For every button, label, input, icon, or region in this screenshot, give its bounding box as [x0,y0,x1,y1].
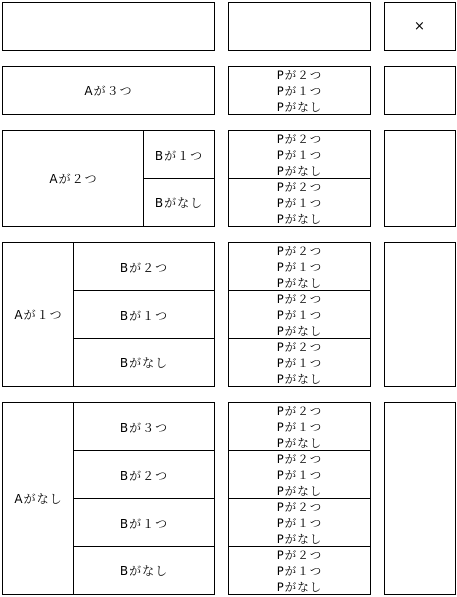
p-option: Pがなし [276,436,323,450]
header-middle-box [228,2,371,51]
p-option: Pが２つ [276,452,323,466]
b-label: Bがなし [73,546,214,594]
p-option: Pがなし [276,371,323,386]
b-label: Bが１つ [143,131,214,179]
p-option: Pが１つ [276,148,323,162]
b-label: Bが１つ [73,290,214,339]
header-close-box[interactable] [384,2,456,51]
p-option: Pが１つ [276,468,323,482]
p-list [229,403,370,451]
p-option: Pがなし [276,484,323,498]
close-icon[interactable]: × [414,19,426,34]
a-label: Aがなし [14,492,63,506]
group-a2-answer-box[interactable] [384,130,456,227]
p-option: Pがなし [276,276,323,290]
group-a0-label-box [2,402,215,595]
group-a3-answer-box[interactable] [384,66,456,115]
p-option: Pが２つ [276,244,323,258]
p-option: Pが１つ [276,420,323,434]
p-option: Pが２つ [276,339,323,354]
group-a0-p-box [228,402,371,595]
p-option: Pが１つ [276,308,323,322]
group-a3-p-box [228,66,371,115]
b-label: Bが２つ [73,450,214,499]
b-label: Bが１つ [73,498,214,547]
p-list [229,498,370,547]
p-list [229,243,370,291]
a-label: Aが２つ [49,172,98,186]
p-list [229,67,370,114]
p-option: Pが２つ [276,292,323,306]
p-option: Pがなし [276,164,323,178]
p-option: Pが１つ [276,83,323,98]
p-option: Pが２つ [276,547,323,562]
p-option: Pが１つ [276,260,323,274]
group-a2-label-box [2,130,215,227]
p-option: Pが１つ [276,563,323,578]
a-label: Aが１つ [14,308,63,322]
p-option: Pが１つ [276,195,323,210]
p-list [229,290,370,339]
p-option: Pがなし [276,211,323,226]
group-a1-p-box [228,242,371,387]
p-list [229,131,370,179]
p-list [229,178,370,226]
p-option: Pが２つ [276,404,323,418]
group-a2-p-box [228,130,371,227]
group-a3-label-box [2,66,215,115]
header-left-box [2,2,215,51]
a-label: Aが３つ [84,84,133,98]
group-a1-answer-box[interactable] [384,242,456,387]
p-option: Pが２つ [276,67,323,82]
p-option: Pが２つ [276,500,323,514]
b-label: Bがなし [143,178,214,226]
p-option: Pがなし [276,532,323,546]
p-list [229,338,370,386]
p-option: Pが１つ [276,516,323,530]
b-label: Bが２つ [73,243,214,291]
p-option: Pがなし [276,324,323,338]
p-list [229,546,370,594]
p-option: Pがなし [276,579,323,594]
group-a0-answer-box[interactable] [384,402,456,595]
group-a1-label-box [2,242,215,387]
p-list [229,450,370,499]
b-label: Bが３つ [73,403,214,451]
b-label: Bがなし [73,338,214,386]
p-option: Pが１つ [276,355,323,370]
p-option: Pがなし [276,99,323,114]
p-option: Pが２つ [276,179,323,194]
p-option: Pが２つ [276,132,323,146]
